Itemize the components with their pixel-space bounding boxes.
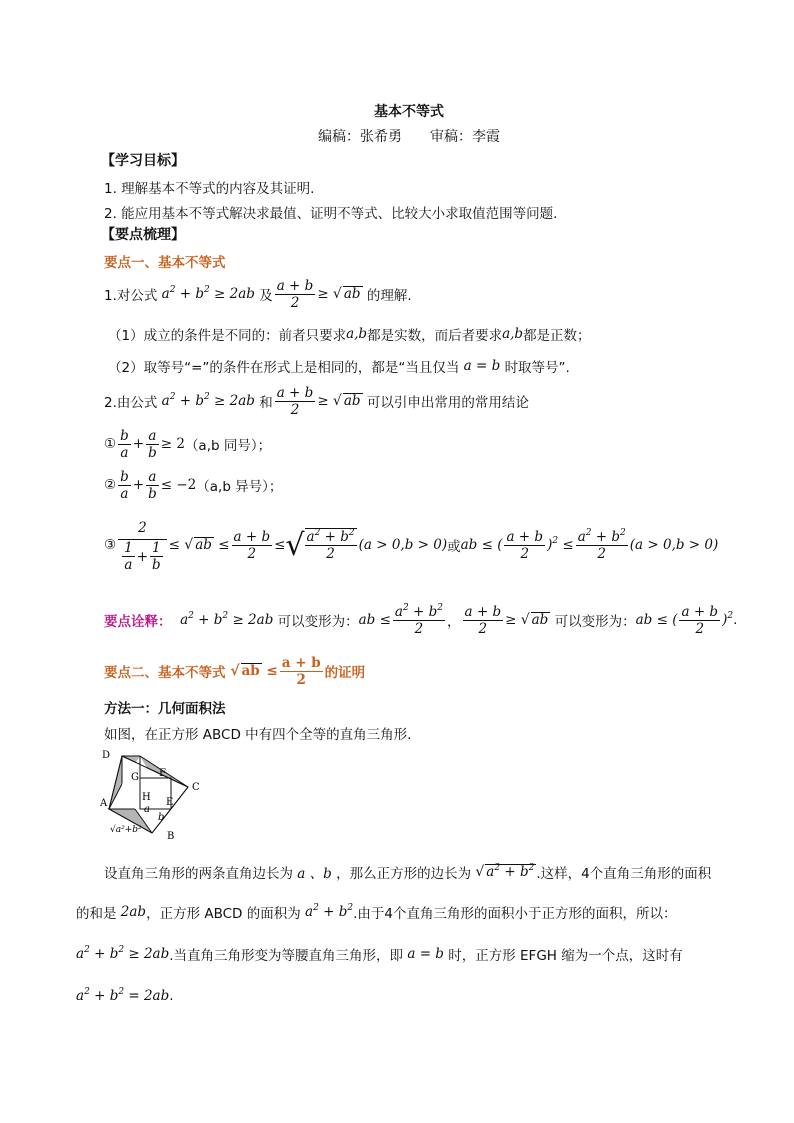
goal-1: 1. 理解基本不等式的内容及其证明. — [104, 181, 315, 197]
proof-line-4: $a^2 + b^2 = 2ab$ . — [76, 987, 174, 1004]
section-goals: 【学习目标】 — [101, 153, 185, 169]
goal-2: 2. 能应用基本不等式解决求最值、证明不等式、比较大小求取值范围等问题. — [104, 206, 558, 222]
fig-label-e: E — [166, 797, 174, 808]
result-3: ③ 2 $\frac{1}{a}$ + $\frac{1}{b}$ ≤ √ ab ≤ $\frac{a + b}{2}$ ≤ √ $\frac{a^2 + b^2}{2}$ (a > 0,b > 0) 或 ab ≤ ( $\frac{a + b}{2}$ )$^2$ ≤ $\frac{a^2 + b^2}{2}$ (a > 0,b > 0) — [104, 514, 718, 576]
proof-line-1: 设直角三角形的两条直角边长为 a 、b ，那么正方形的边长为 √ $a^2 + b^2$ .这样，4个直角三角形的面积 — [104, 863, 712, 882]
fig-label-a-small: a — [144, 804, 150, 815]
fig-label-c: C — [192, 782, 200, 793]
point1-item2: 2.由公式 $a^2 + b^2 \ge 2ab$ 和 $\frac{a + b}{2}$ ≥ √ ab 可以引申出常用的常用结论 — [104, 384, 529, 418]
method1-label: 方法一：几何面积法 — [104, 701, 226, 717]
result-1: ① $\frac{b}{a}$ + $\frac{a}{b}$ ≥ 2 （a,b 同号）； — [104, 427, 272, 461]
point1-note: 要点诠释： $a^2 + b^2 \ge 2ab$ 可以变形为： ab ≤ $\frac{a^2 + b^2}{2}$ ， $\frac{a + b}{2}$ ≥ √ ab 可以变形为： ab ≤ ( $\frac{a + b}{2}$ )$^2$ . — [104, 602, 738, 637]
fig-sqrt-label: √a²+b² — [110, 825, 142, 835]
point2-heading: 要点二、基本不等式 √ ab ≤ $\frac{a + b}{2}$ 的证明 — [104, 654, 366, 688]
figure-intro: 如图，在正方形 ABCD 中有四个全等的直角三角形. — [104, 727, 412, 743]
point1-cond2: （2）取等号“=”的条件在形式上是相同的，都是“当且仅当 a = b 时取等号”. — [108, 358, 570, 376]
point1-cond1: （1）成立的条件是不同的：前者只要求 a,b 都是实数，而后者要求 a,b 都是正数； — [108, 326, 591, 344]
point1-heading: 要点一、基本不等式 — [104, 255, 226, 271]
editors-line: 编稿：张希勇 审稿：李霞 — [318, 129, 500, 145]
square-figure — [100, 744, 210, 840]
fig-label-b: B — [167, 831, 175, 840]
proof-line-3: $a^2 + b^2 \ge 2ab$ .当直角三角形变为等腰直角三角形，即 a = b 时，正方形 EFGH 缩为一个点，这时有 — [76, 945, 683, 964]
proof-line-2: 的和是 2ab ，正方形 ABCD 的面积为 $a^2 + b^2$ .由于4个直角三角形的面积小于正方形的面积，所以： — [76, 903, 677, 922]
fig-label-a: A — [100, 798, 108, 809]
page-title: 基本不等式 — [374, 104, 444, 120]
fig-label-f: F — [159, 768, 166, 779]
fig-label-b-small: b — [158, 812, 165, 823]
fig-label-h: H — [142, 792, 151, 803]
fig-label-g: G — [131, 772, 139, 783]
section-points: 【要点梳理】 — [101, 227, 185, 243]
fig-label-d: D — [102, 750, 111, 761]
point1-item1: 1.对公式 $a^2 + b^2 \ge 2ab$ 及 $\frac{a + b}{2}$ ≥ √ ab 的理解. — [104, 277, 412, 311]
result-2: ② $\frac{b}{a}$ + $\frac{a}{b}$ ≤ −2 （a,b 异号）； — [104, 468, 283, 502]
